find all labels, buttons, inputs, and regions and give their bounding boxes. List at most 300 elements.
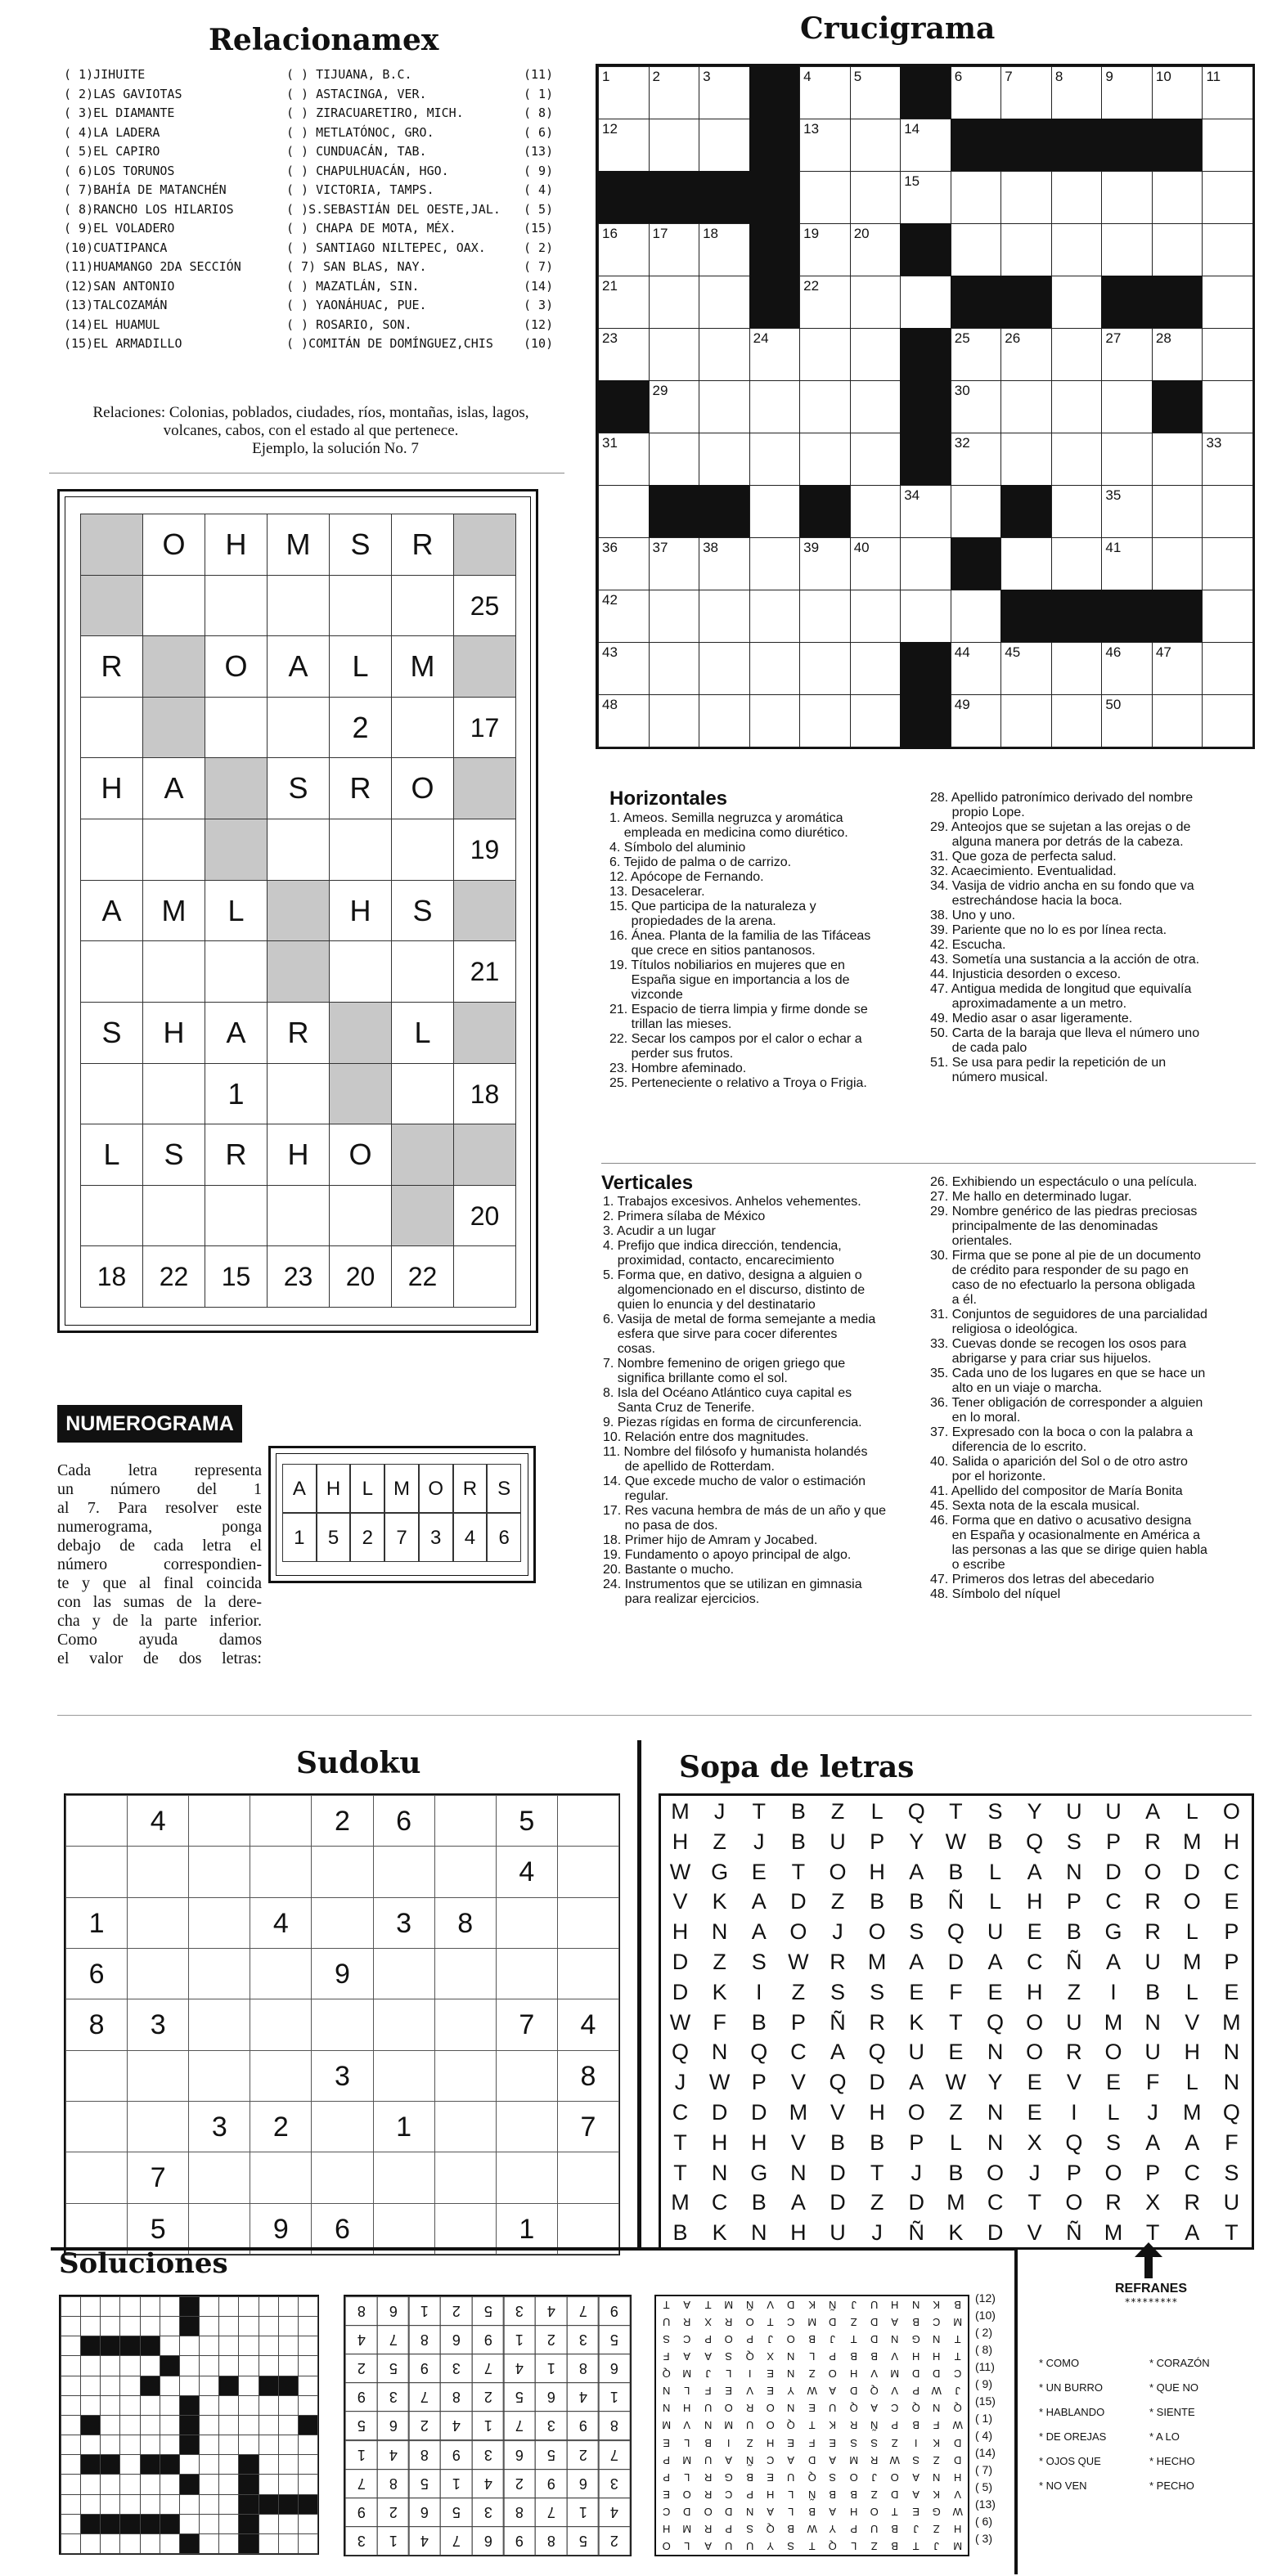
solucion-sopa-letter: Q: [662, 2367, 671, 2381]
solucion-crucigrama-block: [140, 2514, 160, 2534]
clue-line: 36. Tener obligación de corresponder a alguien: [930, 1396, 1203, 1410]
relacion-municipio: ( ) METLATÓNOC, GRO.: [286, 124, 434, 140]
sopa-letter: A: [1145, 1799, 1161, 1824]
crossword-cell: [1000, 433, 1052, 486]
clue-line: 42. Escucha.: [930, 938, 1006, 952]
solucion-crucigrama-block: [298, 2415, 318, 2435]
relacion-municipio: ( ) CHAPA DE MOTA, MÉX.: [286, 221, 456, 236]
solucion-sopa-letter: N: [933, 2471, 941, 2484]
solucion-sopa-letter: N: [787, 2402, 795, 2415]
crossword-number: 38: [703, 540, 718, 555]
solucion-crucigrama-cell: [100, 2415, 120, 2435]
solucion-crucigrama-cell: [218, 2454, 239, 2475]
solucion-crucigrama-cell: [80, 2395, 101, 2416]
numerograma-instruction-line: un número del 1: [57, 1480, 262, 1498]
sopa-letter: F: [1225, 2129, 1239, 2155]
refran-left: * DE OREJAS: [1039, 2430, 1107, 2443]
numerograma-key-number: 7: [384, 1513, 419, 1562]
solucion-crucigrama-block: [100, 2336, 120, 2356]
sopa-letter: K: [712, 1979, 727, 2004]
solucion-sopa-letter: Q: [787, 2419, 796, 2432]
sopa-letter: M: [1182, 1829, 1202, 1854]
solucion-relacion-number: ( 5): [975, 2480, 992, 2493]
sopa-letter: A: [830, 2040, 846, 2065]
crossword-number: 39: [803, 540, 820, 555]
solucion-sopa-letter: H: [891, 2299, 899, 2312]
refran-left: * COMO: [1039, 2357, 1080, 2369]
solucion-sudoku-cell: 5: [440, 2497, 473, 2527]
numerograma-cell: [267, 697, 330, 759]
solucion-sopa-letter: D: [807, 2453, 816, 2466]
sopa-letter: C: [1105, 1889, 1122, 1914]
crossword-number: 12: [602, 121, 618, 137]
sopa-letter: H: [869, 2100, 885, 2125]
sopa-letter: N: [987, 2129, 1004, 2155]
solucion-sopa-letter: B: [808, 2333, 816, 2346]
solucion-sopa-letter: C: [891, 2402, 899, 2415]
clue-line: 4. Símbolo del aluminio: [609, 841, 746, 855]
solucion-sudoku-cell: 8: [535, 2526, 568, 2556]
sudoku-cell: [496, 1897, 558, 1949]
crossword-block: [900, 223, 951, 276]
sopa-letter: B: [870, 1889, 885, 1914]
clue-line: a él.: [930, 1293, 977, 1307]
relacion-number: ( 5): [524, 201, 554, 217]
solucion-sopa-letter: S: [912, 2453, 920, 2466]
clue-line: 10. Relación entre dos magnitudes.: [603, 1430, 809, 1444]
sopa-letter: A: [1185, 2220, 1200, 2246]
sopa-letter: O: [829, 1859, 847, 1884]
solucion-sopa-letter: O: [766, 2402, 775, 2415]
clue-line: 33. Cuevas donde se recogen los osos para: [930, 1337, 1187, 1351]
sopa-letter: B: [751, 2009, 767, 2035]
solucion-sopa-letter: L: [684, 2436, 690, 2449]
solucion-relacion-number: ( 9): [975, 2377, 992, 2390]
solucion-crucigrama-block: [259, 2376, 279, 2396]
solucion-crucigrama-cell: [199, 2395, 219, 2416]
numerograma-cell: [205, 940, 268, 1003]
sudoku-cell: 7: [127, 2152, 189, 2203]
sopa-letter: B: [790, 1829, 806, 1854]
numerograma-cell: H: [267, 1124, 330, 1186]
clue-line: cosas.: [603, 1342, 656, 1356]
solucion-sopa-letter: D: [725, 2505, 733, 2518]
verticales-section: [601, 1172, 693, 1195]
sopa-letter: J: [911, 2160, 923, 2185]
sopa-letter: Q: [671, 2040, 689, 2065]
solucion-crucigrama-cell: [80, 2435, 101, 2455]
solucion-crucigrama-cell: [140, 2316, 160, 2336]
solucion-sopa-letter: T: [912, 2539, 920, 2552]
relacion-row: [64, 336, 555, 357]
solucion-crucigrama-block: [179, 2395, 200, 2416]
crossword-cell: [749, 590, 801, 643]
solucion-sudoku-cell: 7: [535, 2497, 568, 2527]
sopa-letter: Ñ: [908, 2220, 925, 2246]
relacion-municipio: ( ) TIJUANA, B.C.: [286, 67, 412, 82]
clue-line: 16. Ánea. Planta de la familia de las Tifáceas: [609, 929, 871, 943]
clue-line: 28. Apellido patronímico derivado del nombre: [930, 791, 1194, 805]
numerograma-grid: [80, 514, 515, 1307]
clue-line: aproximadamente a un metro.: [930, 997, 1127, 1011]
crossword-block: [951, 119, 1002, 172]
sopa-letter: M: [789, 2100, 808, 2125]
solucion-sopa-letter: N: [933, 2402, 941, 2415]
sudoku-cell: 8: [65, 1999, 128, 2050]
sopa-letter: Q: [868, 2040, 886, 2065]
crossword-block: [749, 276, 801, 329]
solucion-sopa-letter: V: [683, 2419, 691, 2432]
solucion-crucigrama-block: [238, 2474, 259, 2494]
sopa-letter: D: [711, 2100, 728, 2125]
solucion-sopa-letter: U: [870, 2522, 879, 2535]
crossword-block: [699, 485, 750, 538]
solucion-crucigrama-block: [218, 2376, 239, 2396]
solucion-sopa-letter: P: [745, 2488, 753, 2501]
sopa-letter: L: [1185, 2070, 1198, 2095]
solucion-sudoku-cell: 4: [535, 2296, 568, 2326]
sopa-letter: R: [1105, 2190, 1122, 2215]
sudoku-cell: [127, 2101, 189, 2152]
sopa-letter: O: [1065, 2190, 1083, 2215]
solucion-sudoku-cell: 1: [472, 2411, 505, 2440]
solucion-sopa-letter: W: [807, 2522, 817, 2535]
sopa-letter: N: [711, 2160, 728, 2185]
sudoku-cell: [65, 2152, 128, 2203]
solucion-sopa-letter: A: [870, 2402, 879, 2415]
clue-line: 20. Bastante o mucho.: [603, 1563, 735, 1577]
solucion-crucigrama-block: [140, 2454, 160, 2475]
solucion-crucigrama-cell: [160, 2435, 180, 2455]
numerograma-sum: [453, 514, 516, 576]
clue-line: 12. Apócope de Fernando.: [609, 870, 764, 884]
solucion-crucigrama-cell: [218, 2494, 239, 2515]
sopa-letter: R: [1066, 2040, 1082, 2065]
sopa-letter: A: [751, 1919, 767, 1945]
clue-line: 17. Res vacuna hembra de más de un año y que: [603, 1504, 886, 1518]
sopa-letter: A: [790, 2190, 806, 2215]
sopa-letter: N: [1144, 2009, 1161, 2035]
crossword-cell: [649, 642, 700, 695]
solucion-sudoku-cell: 6: [440, 2325, 473, 2354]
solucion-crucigrama-cell: [61, 2316, 81, 2336]
crossword-number: 45: [1005, 644, 1021, 660]
crossword-cell: [951, 171, 1002, 224]
solucion-sopa-letter: L: [726, 2367, 732, 2381]
crossword-number: 48: [602, 697, 618, 712]
sopa-letter: S: [909, 1919, 924, 1945]
sudoku-cell: [557, 2152, 619, 2203]
clue-line: 3. Acudir a un lugar: [603, 1224, 716, 1238]
solucion-sopa-letter: C: [663, 2505, 671, 2518]
sopa-letter: C: [1184, 2160, 1200, 2185]
solucion-sopa-letter: Y: [787, 2385, 795, 2398]
verticales-clues-right: [930, 1175, 1253, 1602]
crossword-cell: [699, 276, 750, 329]
relacion-place: (11)HUAMANGO 2DA SECCIÓN: [64, 259, 241, 274]
sopa-letter: G: [750, 2160, 768, 2185]
clue-line: propio Lope.: [930, 806, 1025, 819]
sopa-letter: S: [830, 1979, 846, 2004]
crossword-cell: [1152, 485, 1203, 538]
clues-divider: [601, 1163, 1256, 1164]
solucion-sudoku-cell: 6: [503, 2440, 536, 2470]
solucion-relacion-number: ( 1): [975, 2412, 992, 2425]
numerograma-cell: H: [205, 514, 268, 576]
clue-line: estrechándose hacia la boca.: [930, 894, 1122, 908]
sopa-letter: D: [1184, 1859, 1200, 1884]
solucion-sudoku-cell: 4: [377, 2440, 410, 2470]
sopa-letter: T: [949, 2009, 963, 2035]
sopa-letter: B: [790, 1799, 806, 1824]
solucion-crucigrama-block: [80, 2415, 101, 2435]
refran-left: * UN BURRO: [1039, 2381, 1104, 2394]
solucion-sopa-letter: A: [912, 2488, 920, 2501]
crossword-block: [749, 171, 801, 224]
crossword-block: [799, 485, 851, 538]
solucion-crucigrama-cell: [259, 2415, 279, 2435]
sopa-letter: X: [1027, 2129, 1042, 2155]
numerograma-sum: [453, 1245, 516, 1308]
numerograma-sum: 22: [391, 1245, 454, 1308]
solucion-crucigrama-cell: [179, 2494, 200, 2515]
solucion-crucigrama-cell: [218, 2415, 239, 2435]
crossword-cell: [749, 380, 801, 433]
relacion-row: [64, 144, 555, 164]
relacion-place: ( 7)BAHÍA DE MATANCHÉN: [64, 182, 227, 197]
numerograma-cell: [329, 1063, 392, 1125]
clue-line: significa brillante como el sol.: [603, 1371, 788, 1385]
crossword-number: 9: [1105, 69, 1113, 84]
relacion-row: [64, 279, 555, 299]
sopa-letter: R: [830, 1950, 846, 1974]
crossword-number: 19: [803, 226, 820, 241]
sopa-letter: E: [1027, 2070, 1042, 2095]
crossword-cell: [598, 485, 650, 538]
numerograma-key-letter: O: [419, 1464, 453, 1513]
numerograma-cell: O: [205, 635, 268, 698]
solucion-relacion-number: (12): [975, 2291, 996, 2304]
sopa-letter: V: [1185, 2009, 1200, 2035]
sopa-letter: D: [947, 1950, 964, 1974]
crossword-cell: [1152, 694, 1203, 747]
crossword-block: [900, 328, 951, 381]
sopa-letter: P: [870, 1829, 885, 1854]
crossword-number: 46: [1105, 644, 1122, 660]
solucion-sudoku-cell: 8: [408, 2325, 441, 2354]
sopa-letter: N: [987, 2100, 1004, 2125]
solucion-sopa-letter: Q: [911, 2402, 920, 2415]
solucion-crucigrama-cell: [199, 2494, 219, 2515]
clue-line: España sigue en importancia a los de: [609, 973, 850, 987]
clue-line: 51. Se usa para pedir la repetición de un: [930, 1056, 1167, 1070]
solucion-sopa-letter: L: [788, 2505, 794, 2518]
clue-line: abrigarse y para criar sus hijuelos.: [930, 1352, 1152, 1366]
solucion-sopa-letter: U: [745, 2419, 753, 2432]
relacion-row: [64, 164, 555, 184]
numerograma-cell: O: [391, 757, 454, 819]
solucion-crucigrama-cell: [199, 2415, 219, 2435]
solucion-sudoku-cell: 4: [472, 2469, 505, 2498]
sudoku-cell: [188, 2050, 250, 2102]
sopa-letter: P: [1145, 2160, 1161, 2185]
sudoku-cell: [496, 2152, 558, 2203]
sopa-letter: N: [751, 2220, 767, 2246]
solucion-crucigrama-cell: [140, 2494, 160, 2515]
solucion-sopa-letter: Z: [850, 2316, 857, 2329]
relacion-place: ( 1)JIHUITE: [64, 67, 146, 82]
relacion-municipio: ( ) SANTIAGO NILTEPEC, OAX.: [286, 240, 486, 255]
sopa-letter: A: [909, 1859, 924, 1884]
refranes-left: [1039, 2351, 1145, 2498]
numerograma-cell: [267, 940, 330, 1003]
sopa-letter: U: [830, 2220, 846, 2246]
sopa-letter: L: [1185, 1979, 1198, 2004]
solucion-sopa-letter: G: [932, 2505, 941, 2518]
crossword-cell: [900, 276, 951, 329]
solucion-sopa-letter: H: [953, 2522, 961, 2535]
solucion-crucigrama-cell: [238, 2355, 259, 2376]
solucion-crucigrama-cell: [160, 2415, 180, 2435]
solucion-sopa-letter: X: [767, 2350, 775, 2363]
sopa-letter: O: [1104, 2040, 1122, 2065]
sopa-letter: Ñ: [1066, 2220, 1082, 2246]
sopa-letter: N: [790, 2160, 807, 2185]
sudoku-cell: 4: [557, 1999, 619, 2050]
clue-line: propiedades de la arena.: [609, 914, 776, 928]
verticales-clues-left: [603, 1195, 926, 1607]
numerograma-cell: M: [391, 635, 454, 698]
crossword-cell: [1152, 171, 1203, 224]
solucion-sudoku-cell: 6: [598, 2354, 631, 2383]
numerograma-instruction-line: numerograma, ponga: [57, 1518, 262, 1536]
sudoku-cell: [373, 2050, 435, 2102]
solucion-crucigrama-cell: [100, 2296, 120, 2317]
relacionamex-title: Relacionamex: [209, 23, 439, 57]
solucion-crucigrama-cell: [278, 2514, 299, 2534]
solucion-sopa-letter: P: [829, 2350, 837, 2363]
solucion-sopa-letter: M: [890, 2367, 900, 2381]
solucion-sopa-letter: O: [662, 2539, 671, 2552]
crossword-cell: [900, 537, 951, 590]
solucion-sopa-letter: E: [912, 2505, 920, 2518]
solucion-crucigrama-cell: [298, 2336, 318, 2356]
crossword-cell: [799, 171, 851, 224]
clue-line: 6. Vasija de metal de forma semejante a media: [603, 1313, 876, 1326]
relacion-number: (12): [524, 316, 554, 332]
crossword-block: [749, 119, 801, 172]
crossword-block: [951, 276, 1002, 329]
clue-line: en lo moral.: [930, 1411, 1021, 1425]
sopa-letter: C: [672, 2100, 689, 2125]
refran-right: * HECHO: [1149, 2455, 1195, 2467]
solucion-crucigrama-cell: [238, 2435, 259, 2455]
solucion-crucigrama-cell: [278, 2336, 299, 2356]
clue-line: empleada en medicina como diurético.: [609, 826, 848, 840]
sopa-letter: G: [711, 1859, 729, 1884]
solucion-sopa-letter: M: [682, 2453, 692, 2466]
crossword-cell: [1000, 537, 1052, 590]
solucion-crucigrama-cell: [140, 2533, 160, 2554]
numerograma-cell: R: [329, 757, 392, 819]
clue-line: 49. Medio asar o asar ligeramente.: [930, 1012, 1133, 1025]
sopa-letter: J: [753, 1829, 765, 1854]
solucion-sopa-letter: V: [870, 2367, 879, 2381]
solucion-sopa-letter: D: [953, 2453, 961, 2466]
solucion-crucigrama-block: [278, 2494, 299, 2515]
solucion-crucigrama-cell: [218, 2474, 239, 2494]
relacion-number: ( 7): [524, 259, 554, 274]
crossword-cell: [1152, 537, 1203, 590]
solucion-sopa-letter: T: [808, 2539, 816, 2552]
numerograma-cell: [80, 514, 143, 576]
horizontales-section: [609, 788, 727, 810]
solucion-sopa-letter: Y: [767, 2539, 775, 2552]
crossword-cell: [900, 590, 951, 643]
solucion-sopa-letter: N: [933, 2333, 941, 2346]
sudoku-cell: [65, 1795, 128, 1847]
numerograma-sum: [453, 635, 516, 698]
solucion-sopa-letter: L: [850, 2539, 857, 2552]
numerograma-cell: R: [80, 635, 143, 698]
solucion-sopa-letter: D: [683, 2505, 691, 2518]
sopa-letter: U: [830, 1829, 846, 1854]
sopa-letter: Z: [713, 1950, 726, 1974]
sopa-letter: U: [1066, 1799, 1082, 1824]
solucion-sopa-letter: C: [767, 2453, 775, 2466]
relacion-municipio: ( ) VICTORIA, TAMPS.: [286, 182, 434, 197]
solucion-sudoku-cell: 5: [567, 2526, 600, 2556]
solucion-sopa-letter: O: [766, 2419, 775, 2432]
crucigrama-title: Crucigrama: [800, 11, 996, 46]
relacion-place: (15)EL ARMADILLO: [64, 336, 182, 351]
solucion-sopa-letter: Ñ: [829, 2299, 837, 2312]
solucion-sudoku-cell: 8: [598, 2411, 631, 2440]
solucion-sopa-letter: H: [911, 2350, 920, 2363]
sudoku-cell: [250, 2152, 312, 2203]
clue-line: 29. Nombre genérico de las piedras preciosas: [930, 1205, 1198, 1218]
clue-line: para realizar ejercicios.: [603, 1592, 760, 1606]
clue-line: caso de no efectuarlo la persona obligada: [930, 1278, 1195, 1292]
crossword-block: [598, 171, 650, 224]
solucion-crucigrama-cell: [199, 2296, 219, 2317]
solucion-sudoku-cell: 2: [408, 2411, 441, 2440]
sudoku-cell: 8: [434, 1897, 497, 1949]
crossword-cell: [749, 433, 801, 486]
solucion-crucigrama-cell: [218, 2395, 239, 2416]
solucion-relacion-number: ( 6): [975, 2515, 992, 2528]
solucion-sopa-letter: S: [829, 2471, 837, 2484]
solucion-sopa-letter: E: [808, 2402, 816, 2415]
sopa-letter: R: [1144, 1889, 1161, 1914]
refran-left: * OJOS QUE: [1039, 2455, 1101, 2467]
clue-line: 41. Apellido del compositor de María Bonita: [930, 1484, 1183, 1498]
solucion-sopa-letter: S: [725, 2350, 733, 2363]
clue-line: 7. Nombre femenino de origen griego que: [603, 1357, 846, 1371]
sudoku-cell: [188, 1999, 250, 2050]
refran-right: * PECHO: [1149, 2480, 1194, 2492]
sudoku-grid: [64, 1793, 620, 2255]
numerograma-key-number: 6: [487, 1513, 521, 1562]
solucion-sopa-letter: W: [952, 2505, 963, 2518]
solucion-sopa-letter: P: [891, 2419, 899, 2432]
clue-line: que crece en sitios pantanosos.: [609, 944, 816, 958]
solucion-sopa-letter: Q: [828, 2539, 837, 2552]
crossword-cell: [850, 642, 902, 695]
solucion-crucigrama-cell: [199, 2533, 219, 2554]
clue-line: alto en un viaje o marcha.: [930, 1381, 1102, 1395]
numerograma-instruction-line: te y que al final coincida: [57, 1574, 262, 1592]
